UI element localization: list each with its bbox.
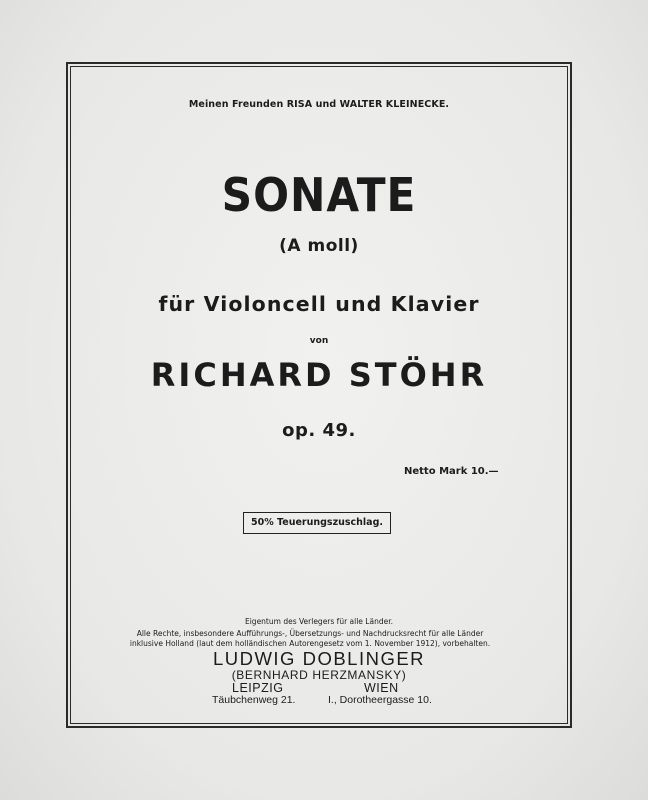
rights-notice-line-2: inklusive Holland (laut dem holländischen Autorengesetz vom 1. November 1912), vorbehalten. — [129, 639, 491, 648]
surcharge-box: 50% Teuerungszuschlag. — [243, 512, 391, 534]
city-leipzig: LEIPZIG — [232, 681, 284, 695]
by-label: von — [309, 336, 329, 346]
publisher-name: LUDWIG DOBLINGER — [212, 648, 426, 669]
rights-notice-line-1: Alle Rechte, insbesondere Aufführungs-, Übersetzungs- und Nachdrucksrecht für alle Länder — [136, 629, 484, 638]
title: SONATE — [221, 168, 417, 222]
address-leipzig: Täubchenweg 21. — [212, 694, 296, 706]
city-wien: WIEN — [364, 681, 399, 695]
address-wien: I., Dorotheergasse 10. — [328, 694, 432, 706]
composer-name: RICHARD STÖHR — [150, 356, 488, 394]
key-signature: (A moll) — [279, 236, 359, 256]
opus-number: op. 49. — [282, 420, 356, 441]
instrumentation: für Violoncell und Klavier — [158, 292, 480, 316]
property-notice: Eigentum des Verlegers für alle Länder. — [244, 617, 393, 626]
price-label: Netto Mark 10.— — [404, 466, 499, 477]
dedication: Meinen Freunden RISA und WALTER KLEINECKE. — [188, 99, 450, 110]
publisher-subtitle: (BERNHARD HERZMANSKY) — [231, 668, 407, 682]
